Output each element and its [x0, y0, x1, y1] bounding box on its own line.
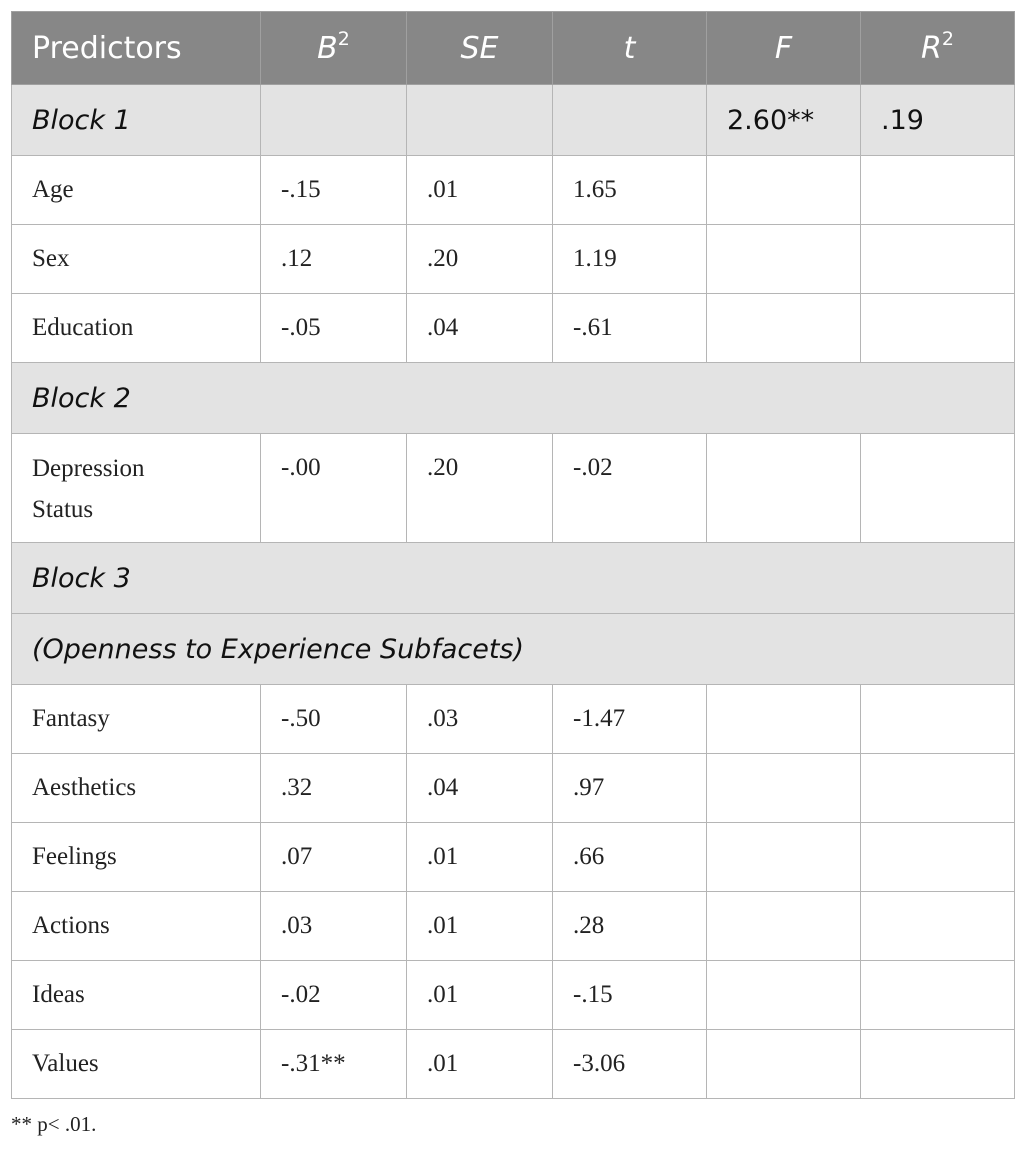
- r2-cell: [861, 156, 1015, 225]
- header-b: [261, 12, 407, 85]
- header-f-text: F: [774, 30, 793, 66]
- table-row: [12, 434, 1015, 543]
- block-1-label: Block 1: [12, 85, 261, 156]
- b-cell: -.50: [261, 685, 407, 754]
- predictor-line-2: Status: [32, 496, 94, 523]
- regression-table: [11, 11, 1015, 1099]
- r2-cell: [861, 294, 1015, 363]
- table-row: [12, 1030, 1015, 1099]
- f-cell: [707, 685, 861, 754]
- block-1-row: [12, 85, 1015, 156]
- f-cell: [707, 823, 861, 892]
- t-cell: -1.47: [553, 685, 707, 754]
- header-predictors: Predictors: [12, 12, 261, 85]
- t-cell: -.61: [553, 294, 707, 363]
- se-cell: .04: [407, 754, 553, 823]
- header-r2: [861, 12, 1015, 85]
- block-3-sublabel: (Openness to Experience Subfacets): [12, 614, 1015, 685]
- f-cell: [707, 892, 861, 961]
- regression-table-container: [11, 11, 1014, 1099]
- block-1-t: [553, 85, 707, 156]
- r2-cell: [861, 892, 1015, 961]
- block-1-se: [407, 85, 553, 156]
- block-1-r2: .19: [861, 85, 1015, 156]
- b-cell: .32: [261, 754, 407, 823]
- f-cell: [707, 225, 861, 294]
- block-3-label: Block 3: [12, 543, 1015, 614]
- header-t-text: t: [623, 30, 636, 66]
- predictor-cell: Ideas: [12, 961, 261, 1030]
- r2-cell: [861, 823, 1015, 892]
- t-cell: .97: [553, 754, 707, 823]
- f-cell: [707, 1030, 861, 1099]
- f-cell: [707, 434, 861, 543]
- table-row: [12, 156, 1015, 225]
- t-cell: .66: [553, 823, 707, 892]
- t-cell: -.15: [553, 961, 707, 1030]
- table-footnote: ** p< .01.: [11, 1112, 97, 1136]
- f-cell: [707, 961, 861, 1030]
- f-cell: [707, 156, 861, 225]
- r2-cell: [861, 225, 1015, 294]
- r2-cell: [861, 685, 1015, 754]
- table-row: [12, 685, 1015, 754]
- t-cell: -3.06: [553, 1030, 707, 1099]
- header-r-text: R: [921, 30, 942, 66]
- predictor-cell: Education: [12, 294, 261, 363]
- r2-cell: [861, 961, 1015, 1030]
- header-b-sup: 2: [337, 27, 350, 50]
- se-cell: .01: [407, 892, 553, 961]
- header-b-text: B: [317, 30, 338, 66]
- predictor-cell: Values: [12, 1030, 261, 1099]
- table-header-row: [12, 12, 1015, 85]
- f-cell: [707, 754, 861, 823]
- f-cell: [707, 294, 861, 363]
- b-cell: -.31**: [261, 1030, 407, 1099]
- b-cell: -.00: [261, 434, 407, 543]
- se-cell: .01: [407, 823, 553, 892]
- table-row: [12, 294, 1015, 363]
- block-3-subheading-row: [12, 614, 1015, 685]
- header-se: [407, 12, 553, 85]
- predictor-cell: Aesthetics: [12, 754, 261, 823]
- predictor-line-1: Depression: [32, 455, 145, 482]
- se-cell: .01: [407, 1030, 553, 1099]
- b-cell: -.05: [261, 294, 407, 363]
- se-cell: .03: [407, 685, 553, 754]
- block-2-label: Block 2: [12, 363, 1015, 434]
- se-cell: .01: [407, 156, 553, 225]
- header-f: [707, 12, 861, 85]
- se-cell: .20: [407, 225, 553, 294]
- table-row: [12, 892, 1015, 961]
- predictor-cell: Age: [12, 156, 261, 225]
- block-2-row: [12, 363, 1015, 434]
- header-t: [553, 12, 707, 85]
- block-1-b: [261, 85, 407, 156]
- header-r-sup: 2: [941, 27, 954, 50]
- table-row: [12, 754, 1015, 823]
- t-cell: -.02: [553, 434, 707, 543]
- t-cell: 1.65: [553, 156, 707, 225]
- table-row: [12, 225, 1015, 294]
- se-cell: .01: [407, 961, 553, 1030]
- b-cell: -.15: [261, 156, 407, 225]
- header-se-text: SE: [460, 30, 499, 66]
- block-1-f: 2.60**: [707, 85, 861, 156]
- r2-cell: [861, 1030, 1015, 1099]
- predictor-cell: Actions: [12, 892, 261, 961]
- se-cell: .20: [407, 434, 553, 543]
- r2-cell: [861, 434, 1015, 543]
- table-row: [12, 823, 1015, 892]
- b-cell: -.02: [261, 961, 407, 1030]
- table-row: [12, 961, 1015, 1030]
- b-cell: .03: [261, 892, 407, 961]
- b-cell: .12: [261, 225, 407, 294]
- predictor-cell: [12, 434, 261, 543]
- t-cell: .28: [553, 892, 707, 961]
- se-cell: .04: [407, 294, 553, 363]
- predictor-cell: Fantasy: [12, 685, 261, 754]
- block-3-row: [12, 543, 1015, 614]
- b-cell: .07: [261, 823, 407, 892]
- r2-cell: [861, 754, 1015, 823]
- predictor-cell: Sex: [12, 225, 261, 294]
- t-cell: 1.19: [553, 225, 707, 294]
- predictor-cell: Feelings: [12, 823, 261, 892]
